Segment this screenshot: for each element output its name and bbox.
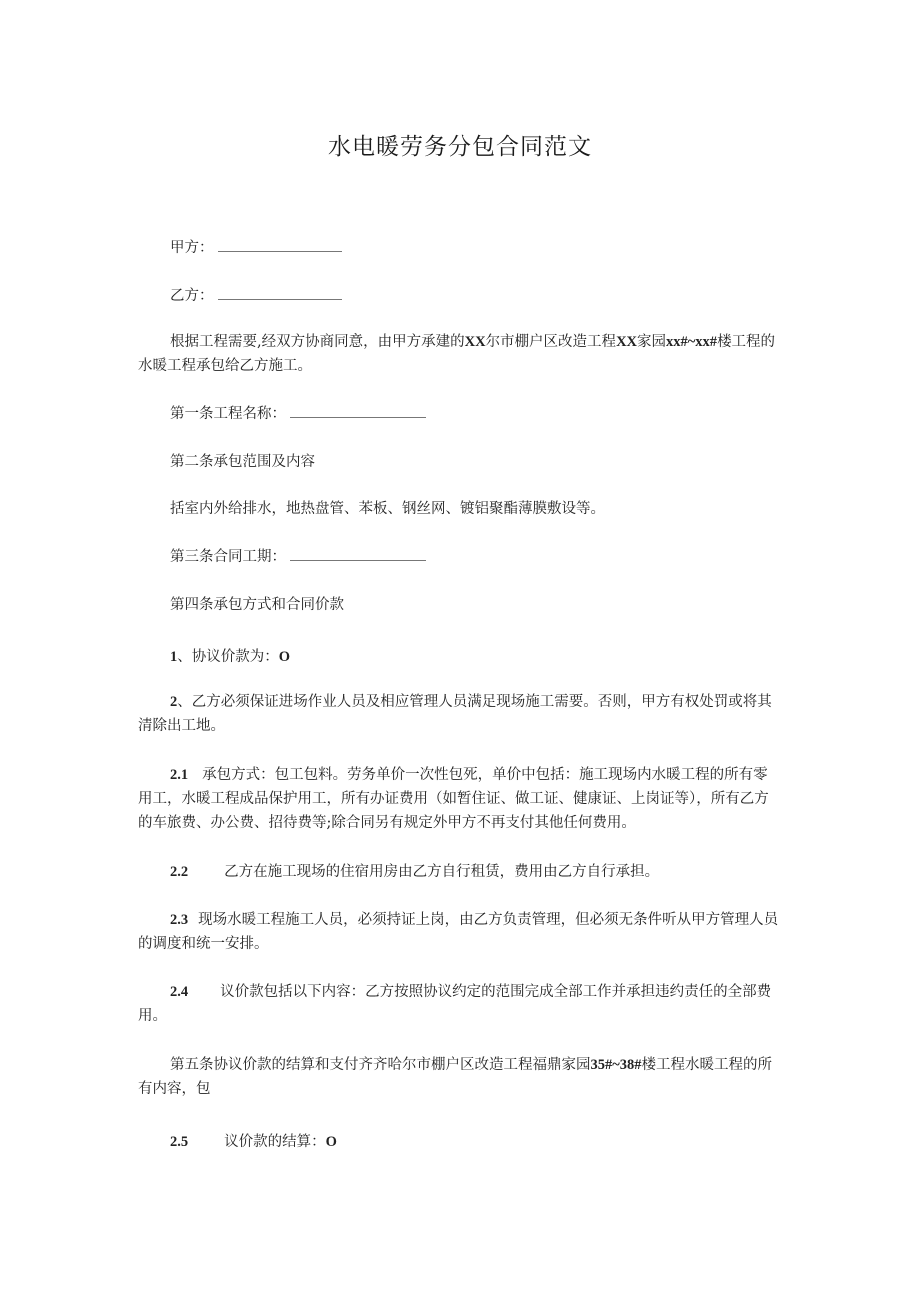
party-b-line: [170, 284, 782, 308]
item-2-2: 2.2 乙方在施工现场的住宿用房由乙方自行租赁，费用由乙方自行承担。: [170, 864, 660, 880]
party-b-blank[interactable]: [218, 285, 342, 300]
item-2-5: 2.5 议价款的结算：O: [170, 1134, 337, 1150]
article-2-title: 第二条承包范围及内容: [170, 454, 315, 470]
article-5-paragraph: 第五条协议价款的结算和支付齐齐哈尔市棚户区改造工程福鼎家园35#~38#楼工程水暖工程的所有内容，包: [138, 1057, 773, 1097]
article-1-line: [170, 402, 782, 426]
item-2: 2、乙方必须保证进场作业人员及相应管理人员满足现场施工需要。否则，甲方有权处罚或将其清除出工地。: [138, 694, 772, 734]
article-2-text: 括室内外给排水，地热盘管、苯板、钢丝网、镀铝聚酯薄膜敷设等。: [170, 501, 605, 517]
article-3-line: [170, 545, 782, 569]
item-2-3: 2.3 现场水暖工程施工人员，必须持证上岗，由乙方负责管理，但必须无条件听从甲方管理人员的调度和统一安排。: [138, 912, 779, 952]
contract-period-blank[interactable]: [290, 546, 426, 561]
party-a-label: 甲方：: [170, 240, 214, 256]
intro-paragraph: 根据工程需要,经双方协商同意，由甲方承建的XX尔市棚户区改造工程XX家园xx#~xx#楼工程的水暖工程承包给乙方施工。: [138, 334, 776, 374]
article-1-label: 第一条工程名称：: [170, 406, 286, 422]
article-3-label: 第三条合同工期：: [170, 549, 286, 565]
item-2-1: 2.1 承包方式：包工包料。劳务单价一次性包死，单价中包括：施工现场内水暖工程的所有零用工，水暖工程成品保护用工，所有办证费用（如暂住证、做工证、健康证、上岗证等），所有乙方的车旅费、办公费、招待费等;除合同另有规定外甲方不再支付其他任何费用。: [138, 767, 769, 831]
document-title: 水电暖劳务分包合同范文: [328, 134, 592, 160]
party-b-label: 乙方：: [170, 288, 214, 304]
party-a-blank[interactable]: [218, 237, 342, 252]
item-1: 1、协议价款为：O: [170, 649, 291, 665]
project-name-blank[interactable]: [290, 403, 426, 418]
party-a-line: [170, 236, 782, 260]
item-2-4: 2.4 议价款包括以下内容：乙方按照协议约定的范围完成全部工作并承担违约责任的全部费用。: [138, 984, 772, 1024]
article-4-title: 第四条承包方式和合同价款: [170, 597, 344, 613]
